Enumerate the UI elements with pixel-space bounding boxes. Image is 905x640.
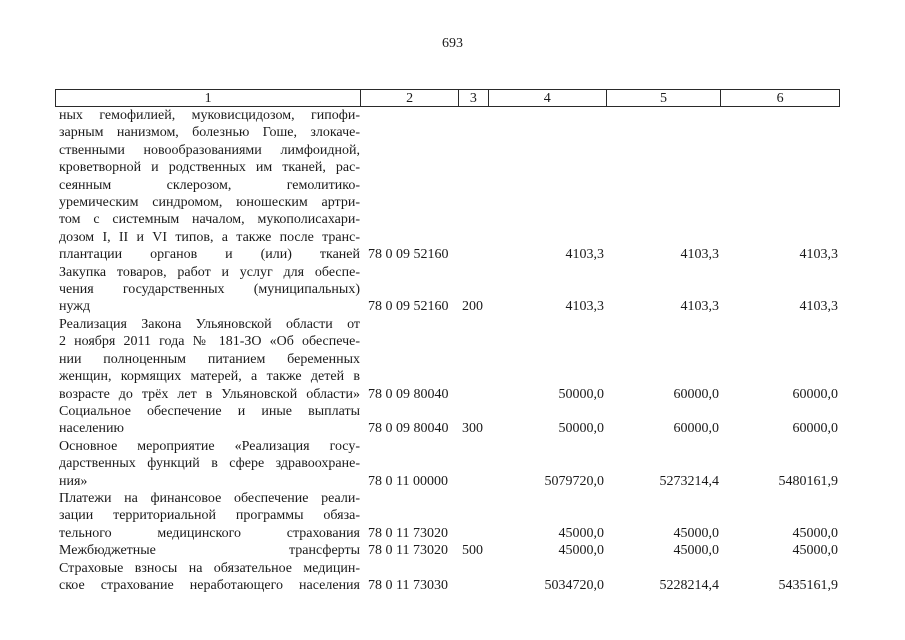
table-row [55, 490, 840, 542]
description-line: уремическим синдромом, юношеским артри- [59, 195, 360, 211]
row-value-col-5: 5228214,4 [659, 577, 719, 593]
row-value-col-6: 60000,0 [792, 421, 838, 437]
row-value-col-5: 4103,3 [680, 299, 719, 315]
row-value-col-4: 50000,0 [558, 421, 604, 437]
row-expense-type: 300 [462, 421, 483, 437]
row-value-col-4: 5034720,0 [544, 577, 604, 593]
row-value-col-5: 60000,0 [673, 386, 719, 402]
header-col-1: 1 [204, 91, 212, 106]
row-value-col-5: 45000,0 [673, 525, 719, 541]
budget-table [55, 89, 840, 594]
row-value-col-5: 4103,3 [680, 247, 719, 263]
description-line: Реализация Закона Ульяновской области от [59, 316, 360, 332]
table-row [55, 542, 840, 559]
row-value-col-6: 5435161,9 [778, 577, 838, 593]
description-line: тельного медицинского страхования [59, 525, 360, 541]
header-col-3: 3 [458, 90, 488, 106]
description-line: дарственных функций в сфере здравоохране- [59, 456, 360, 472]
description-line: зации территориальной программы обяза- [59, 508, 360, 524]
row-value-col-6: 5480161,9 [778, 473, 838, 489]
row-code: 78 0 11 73030 [368, 577, 448, 593]
row-code: 78 0 11 00000 [368, 473, 448, 489]
header-col-6: 6 [720, 90, 839, 106]
row-value-col-6: 45000,0 [792, 525, 838, 541]
description-line: 2 ноября 2011 года № 181-ЗО «Об обеспече- [59, 334, 360, 350]
description-line: том с системным началом, мукополисахари- [59, 212, 360, 228]
row-value-col-4: 45000,0 [558, 525, 604, 541]
description-line: ния» [59, 473, 88, 489]
row-value-col-4: 45000,0 [558, 543, 604, 559]
description-line: Закупка товаров, работ и услуг для обеспе- [59, 264, 360, 280]
description-line: ственными новообразованиями лимфоидной, [59, 142, 360, 158]
description-line: дозом I, II и VI типов, а также после транс- [59, 229, 360, 245]
description-line: плантации органов и (или) тканей [59, 247, 360, 263]
row-code: 78 0 09 80040 [368, 421, 449, 437]
row-code: 78 0 09 52160 [368, 247, 449, 263]
description-line: Страховые взносы на обязательное медицин- [59, 560, 360, 576]
table-row [55, 264, 840, 316]
table-row [55, 316, 840, 403]
row-description [55, 316, 360, 403]
table-body [55, 107, 840, 594]
row-value-col-4: 4103,3 [565, 299, 604, 315]
description-line: сеянным склерозом, гемолитико- [59, 177, 360, 193]
row-description [55, 403, 360, 438]
description-line: женщин, кормящих матерей, а также детей в [59, 369, 360, 385]
description-line: Социальное обеспечение и иные выплаты [59, 403, 360, 419]
row-value-col-5: 60000,0 [673, 421, 719, 437]
description-line: ское страхование неработающего населения [59, 577, 360, 593]
row-value-col-4: 50000,0 [558, 386, 604, 402]
table-row [55, 403, 840, 438]
description-line: кроветворной и родственных им тканей, рас- [59, 160, 360, 176]
row-value-col-6: 60000,0 [792, 386, 838, 402]
description-line: ных гемофилией, муковисцидозом, гипофи- [59, 108, 360, 123]
table-header-row [55, 89, 840, 107]
row-code: 78 0 11 73020 [368, 543, 448, 559]
header-col-5: 5 [606, 90, 721, 106]
table-row [55, 107, 840, 264]
description-line: Платежи на финансовое обеспечение реали- [59, 490, 360, 506]
row-code: 78 0 09 52160 [368, 299, 449, 315]
row-code: 78 0 11 73020 [368, 525, 448, 541]
description-line: нужд [59, 299, 91, 315]
row-code: 78 0 09 80040 [368, 386, 449, 402]
row-expense-type: 500 [462, 543, 483, 559]
description-line: населению [59, 421, 124, 437]
row-description [55, 438, 360, 490]
row-description [55, 542, 360, 559]
description-line: нии полноценным питанием беременных [59, 351, 360, 367]
row-description [55, 560, 360, 595]
table-row [55, 560, 840, 595]
row-description [55, 490, 360, 542]
row-value-col-4: 5079720,0 [544, 473, 604, 489]
row-value-col-6: 4103,3 [799, 299, 838, 315]
table-row [55, 438, 840, 490]
row-description [55, 107, 360, 264]
row-value-col-6: 45000,0 [792, 543, 838, 559]
row-value-col-5: 45000,0 [673, 543, 719, 559]
header-col-4: 4 [488, 90, 606, 106]
description-line: зарным нанизмом, болезнью Гоше, злокаче- [59, 125, 360, 141]
header-col-2: 2 [360, 90, 458, 106]
row-description [55, 264, 360, 316]
description-line: возрасте до трёх лет в Ульяновской области» [59, 386, 360, 402]
description-line: Основное мероприятие «Реализация госу- [59, 438, 360, 454]
row-expense-type: 200 [462, 299, 483, 315]
row-value-col-6: 4103,3 [799, 247, 838, 263]
row-value-col-4: 4103,3 [565, 247, 604, 263]
row-value-col-5: 5273214,4 [659, 473, 719, 489]
page-number: 693 [442, 36, 463, 51]
description-line: чения государственных (муниципальных) [59, 282, 360, 298]
description-line: Межбюджетные трансферты [59, 543, 360, 559]
